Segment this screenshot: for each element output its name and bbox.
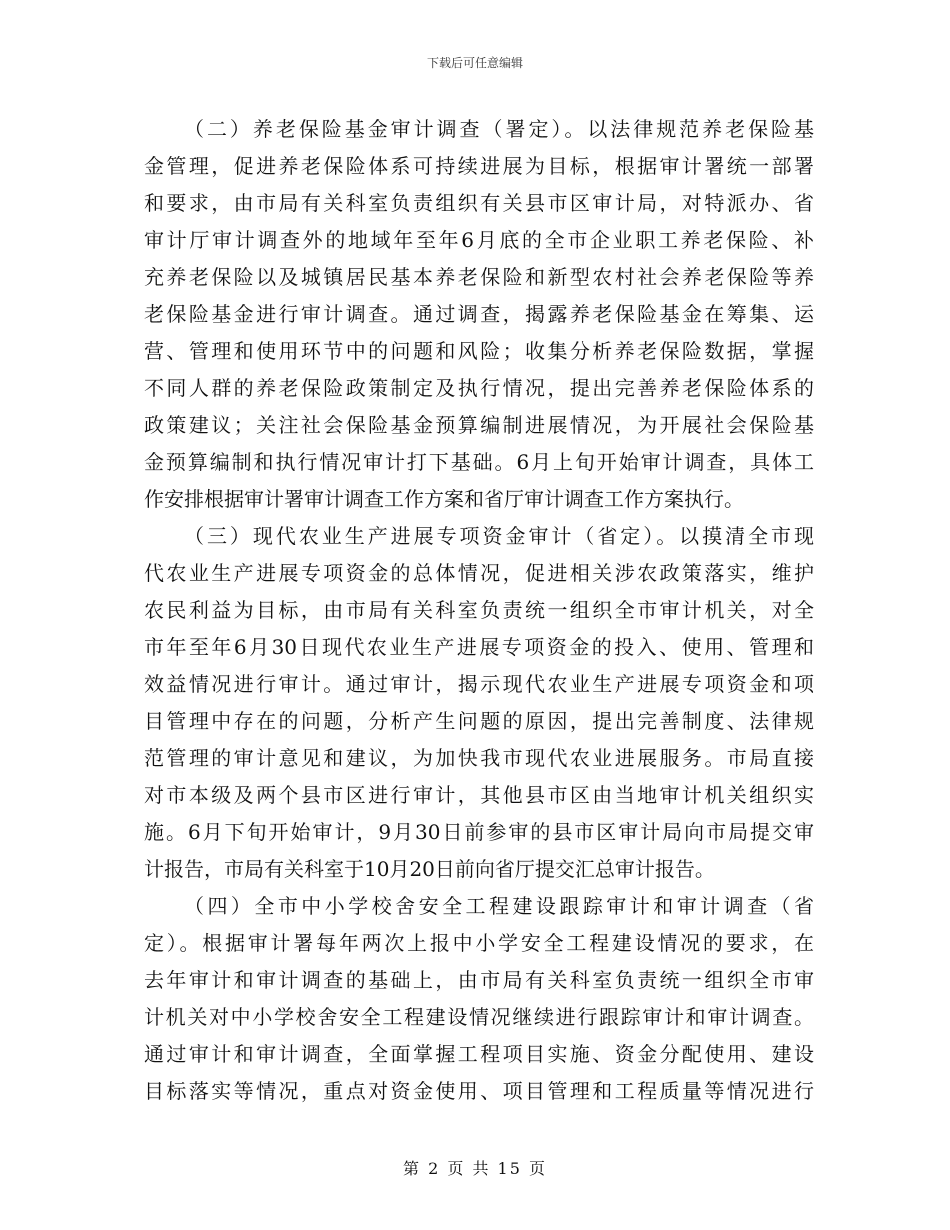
document-body bbox=[144, 111, 814, 1110]
paragraph-3-line: 通过审计和审计调查，全面掌握工程项目实施、资金分配使用、建设 bbox=[144, 1042, 814, 1066]
paragraph-2-line: 效益情况进行审计。通过审计，揭示现代农业生产进展专项资金和项 bbox=[144, 672, 814, 696]
paragraph-3-line: 目标落实等情况，重点对资金使用、项目管理和工程质量等情况进行 bbox=[144, 1079, 814, 1103]
page-number-footer: 第 2 页 共 15 页 bbox=[403, 1159, 547, 1178]
paragraph-1-line: 政策建议；关注社会保险基金预算编制进展情况，为开展社会保险基 bbox=[144, 413, 814, 437]
paragraph-3-line: 去年审计和审计调查的基础上，由市局有关科室负责统一组织全市审 bbox=[144, 968, 814, 992]
paragraph-1-line: 不同人群的养老保险政策制定及执行情况，提出完善养老保险体系的 bbox=[144, 376, 814, 400]
paragraph-1-line: 营、管理和使用环节中的问题和风险；收集分析养老保险数据，掌握 bbox=[144, 339, 814, 363]
paragraph-1-line: 充养老保险以及城镇居民基本养老保险和新型农村社会养老保险等养 bbox=[144, 265, 814, 289]
page-header: 下载后可任意编辑 bbox=[426, 56, 523, 70]
paragraph-3-line: 计机关对中小学校舍安全工程建设情况继续进行跟踪审计和审计调查。 bbox=[144, 1005, 814, 1029]
paragraph-3-line: 定）。根据审计署每年两次上报中小学安全工程建设情况的要求，在 bbox=[144, 931, 814, 955]
paragraph-1-line: 老保险基金进行审计调查。通过调查，揭露养老保险基金在筹集、运 bbox=[144, 302, 814, 326]
paragraph-1-line: 审计厅审计调查外的地域年至年6月底的全市企业职工养老保险、补 bbox=[144, 228, 814, 252]
paragraph-1-line: （二）养老保险基金审计调查（署定）。以法律规范养老保险基 bbox=[184, 117, 814, 141]
paragraph-2-line: 代农业生产进展专项资金的总体情况，促进相关涉农政策落实，维护 bbox=[144, 561, 814, 585]
paragraph-2-line: 范管理的审计意见和建议，为加快我市现代农业进展服务。市局直接 bbox=[144, 746, 814, 770]
paragraph-1-line: 金预算编制和执行情况审计打下基础。6月上旬开始审计调查，具体工 bbox=[144, 450, 814, 474]
paragraph-1-line: 和要求，由市局有关科室负责组织有关县市区审计局，对特派办、省 bbox=[144, 191, 814, 215]
paragraph-2-line: 农民利益为目标，由市局有关科室负责统一组织全市审计机关，对全 bbox=[144, 598, 814, 622]
paragraph-2-line: 市年至年6月30日现代农业生产进展专项资金的投入、使用、管理和 bbox=[144, 635, 814, 659]
paragraph-2-line: 计报告，市局有关科室于10月20日前向省厅提交汇总审计报告。 bbox=[144, 857, 715, 881]
paragraph-1-line: 作安排根据审计署审计调查工作方案和省厅审计调查工作方案执行。 bbox=[144, 487, 744, 511]
paragraph-2-line: 施。6月下旬开始审计，9月30日前参审的县市区审计局向市局提交审 bbox=[144, 820, 814, 844]
paragraph-2-line: 对市本级及两个县市区进行审计，其他县市区由当地审计机关组织实 bbox=[144, 783, 814, 807]
paragraph-2-line: （三）现代农业生产进展专项资金审计（省定）。以摸清全市现 bbox=[184, 524, 814, 548]
paragraph-3-line: （四）全市中小学校舍安全工程建设跟踪审计和审计调查（省 bbox=[184, 894, 814, 918]
paragraph-2-line: 目管理中存在的问题，分析产生问题的原因，提出完善制度、法律规 bbox=[144, 709, 814, 733]
paragraph-1-line: 金管理，促进养老保险体系可持续进展为目标，根据审计署统一部署 bbox=[144, 154, 814, 178]
